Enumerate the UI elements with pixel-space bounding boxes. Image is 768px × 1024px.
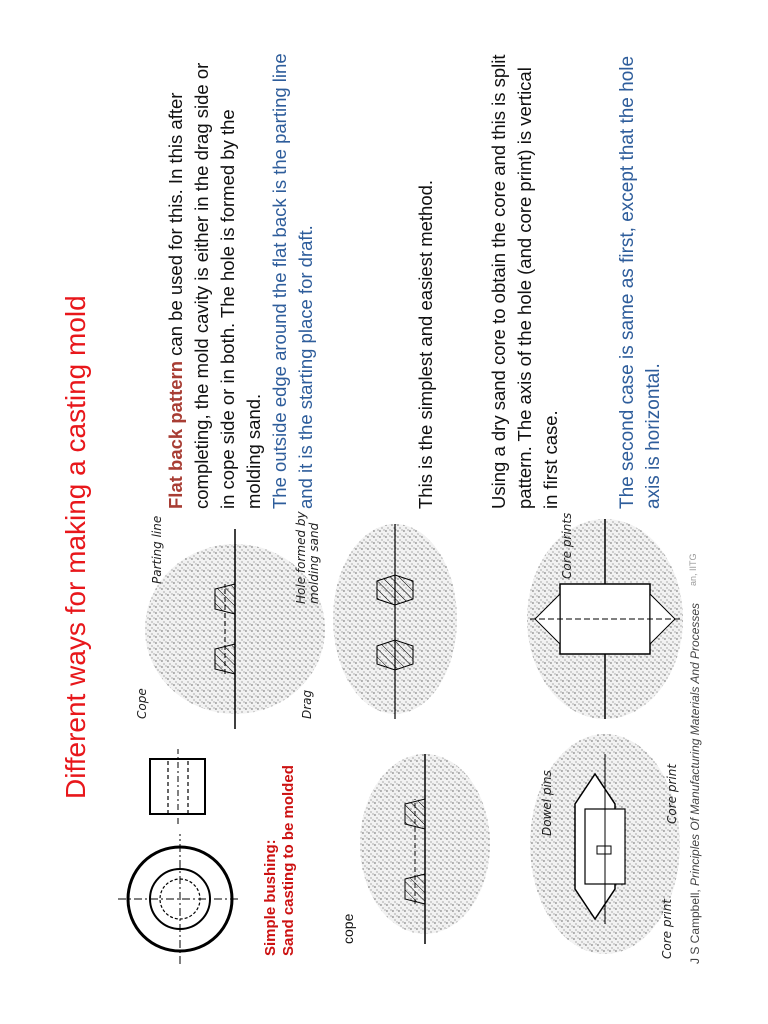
text-block-dry-sand-core: Using a dry sand core to obtain the core and this is split pattern. The axis of the hole (and core print) is vertical in first case. xyxy=(488,54,561,509)
text-block-second-case: The second case is same as first, except that the hole axis is horizontal. xyxy=(617,55,664,509)
label-hole-formed-line1: Hole formed by xyxy=(294,511,308,604)
flat-back-pattern-highlight: Flat back pattern xyxy=(165,360,186,509)
bushing-label-line2: Sand casting to be molded xyxy=(280,765,297,956)
cope-label: cope xyxy=(340,913,356,944)
label-core-print-left: Core print xyxy=(660,898,674,959)
label-parting-line: Parting line xyxy=(150,515,164,584)
flat-back-text: can be used for this. In this after completing, the mold cavity is either in the drag side or in cope side or in both. The hole is formed by the molding sand. xyxy=(165,62,264,509)
footer-book: Principles Of Manufacturing Materials And Processes xyxy=(688,602,702,886)
slide-title: Different ways for making a casting mold xyxy=(60,295,91,799)
bushing-label-line1: Simple bushing: xyxy=(262,839,279,956)
bushing-label xyxy=(262,765,298,956)
vertical-core-mold-figure xyxy=(520,514,690,724)
text-block-flat-back xyxy=(163,49,319,509)
label-core-print: Core print xyxy=(665,763,679,824)
label-drag: Drag xyxy=(300,689,314,719)
split-pattern-mold-figure xyxy=(325,524,465,724)
footer-overlap: an, IITG xyxy=(688,553,698,586)
bushing-drawing xyxy=(110,744,260,964)
label-cope: Cope xyxy=(135,688,149,719)
flat-back-blue-text: The outside edge around the flat back is the parting line and it is the starting place for draft. xyxy=(269,53,316,509)
label-hole-formed xyxy=(295,511,321,604)
label-core-prints: Core prints xyxy=(560,512,574,579)
footer-author: J S Campbell, xyxy=(688,885,702,964)
label-hole-formed-line2: molding sand xyxy=(307,522,321,604)
text-block-simplest: This is the simplest and easiest method. xyxy=(415,179,436,509)
cope-mold-figure xyxy=(350,754,500,954)
label-dowel-pins: Dowel pins xyxy=(540,770,554,836)
footer-citation xyxy=(688,603,702,964)
